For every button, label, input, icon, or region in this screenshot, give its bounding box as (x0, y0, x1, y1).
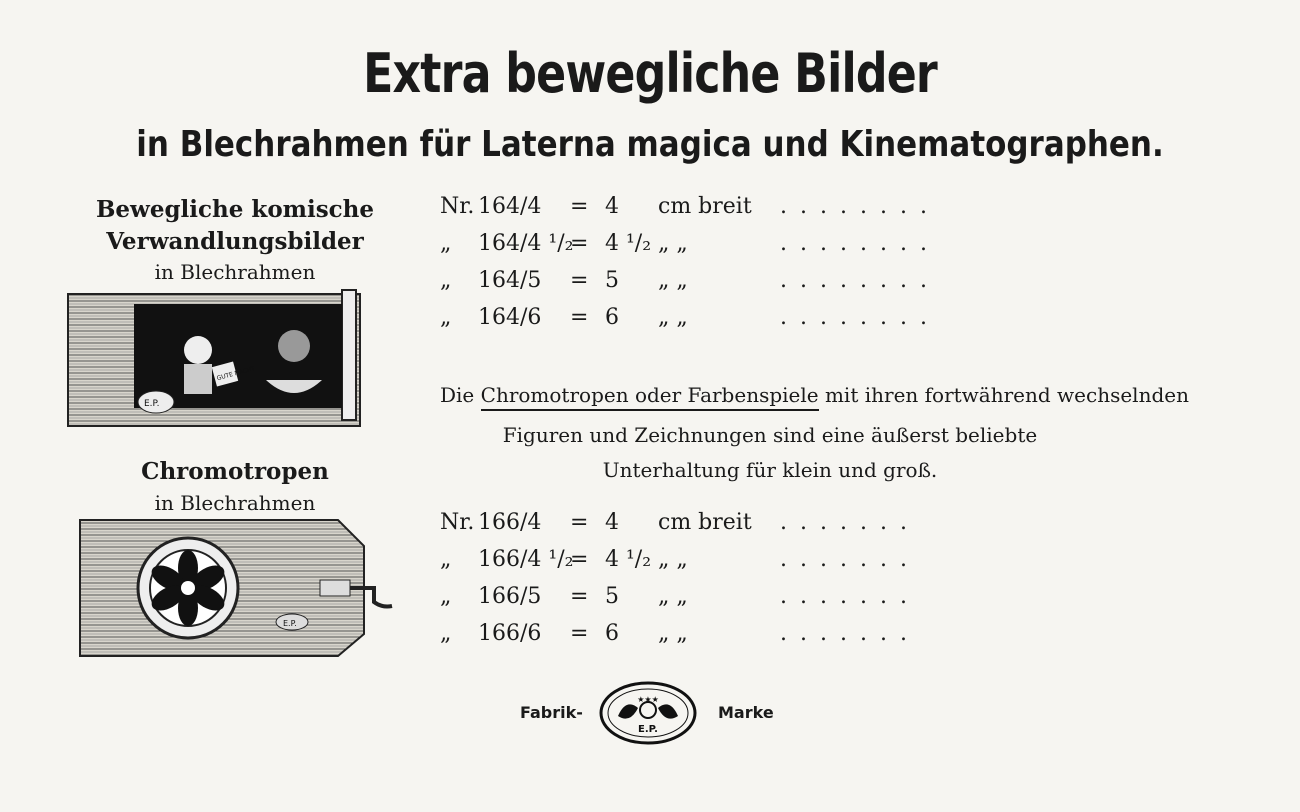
price-row-prefix: Nr. (440, 194, 475, 219)
chromotrope-logo-text: E.P. (283, 619, 297, 628)
price-row-size: 4 (605, 194, 619, 219)
price-row-number: 166/5 (478, 584, 542, 609)
price-row-prefix: „ (440, 584, 452, 609)
price-list-166 (440, 510, 1020, 660)
section2-label-line2: in Blechrahmen (154, 491, 316, 515)
price-row-dots: ....... (780, 584, 920, 609)
price-row-unit: „ „ (658, 268, 688, 293)
slide-logo-text: E.P. (144, 399, 160, 409)
price-row-unit: „ „ (658, 547, 688, 572)
price-row-size: 5 (605, 584, 619, 609)
price-row-eq: = (570, 547, 589, 572)
moving-slide-illustration (66, 288, 372, 430)
price-row-size: 6 (605, 305, 619, 330)
price-row-unit: „ „ (658, 305, 688, 330)
trademark-logo-text: E.P. (638, 724, 658, 735)
price-row-size: 4 (605, 510, 619, 535)
price-row-dots: ....... (780, 621, 920, 646)
price-row-size: 4 ¹/₂ (605, 231, 652, 256)
price-row-dots: ........ (780, 231, 940, 256)
price-row-size: 6 (605, 621, 619, 646)
price-row (440, 584, 1020, 620)
price-row-eq: = (570, 268, 589, 293)
price-row-eq: = (570, 305, 589, 330)
price-row-unit: cm breit (658, 510, 752, 535)
trademark-left-text: Fabrik- (520, 703, 583, 722)
price-row-unit: „ „ (658, 621, 688, 646)
price-list-164 (440, 194, 1020, 344)
price-row-prefix: Nr. (440, 510, 475, 535)
price-row-dots: ....... (780, 547, 920, 572)
description-post: mit ihren fortwährend wechselnden (824, 383, 1189, 407)
trademark-right-text: Marke (718, 703, 774, 722)
price-row (440, 621, 1020, 657)
price-row-dots: ........ (780, 268, 940, 293)
price-row (440, 194, 1020, 230)
price-row-size: 4 ¹/₂ (605, 547, 652, 572)
price-row (440, 268, 1020, 304)
price-row-dots: ....... (780, 510, 920, 535)
price-row (440, 547, 1020, 583)
price-row-prefix: „ (440, 268, 452, 293)
price-row-unit: „ „ (658, 584, 688, 609)
price-row-number: 164/4 (478, 194, 542, 219)
section1-label-line3: in Blechrahmen (154, 260, 316, 284)
description-pre: Die (440, 383, 475, 407)
section1-label-line2: Verwandlungsbilder (106, 228, 364, 255)
price-row-dots: ........ (780, 194, 940, 219)
price-row-eq: = (570, 621, 589, 646)
trademark-logo (598, 680, 698, 746)
page-subtitle: in Blechrahmen für Laterna magica und Kinematographen. (136, 124, 1164, 165)
description-highlight: Chromotropen oder Farbenspiele (481, 383, 819, 411)
price-row-size: 5 (605, 268, 619, 293)
description-line3: Unterhaltung für klein und groß. (602, 458, 938, 482)
price-row-number: 164/5 (478, 268, 542, 293)
description-line2: Figuren und Zeichnungen sind eine äußerst beliebte (502, 423, 1038, 447)
price-row-prefix: „ (440, 305, 452, 330)
price-row (440, 231, 1020, 267)
price-row-eq: = (570, 510, 589, 535)
price-row-eq: = (570, 231, 589, 256)
price-row-prefix: „ (440, 621, 452, 646)
price-row (440, 305, 1020, 341)
price-row-unit: „ „ (658, 231, 688, 256)
price-row-number: 166/4 (478, 510, 542, 535)
description-line1 (440, 383, 1240, 407)
price-row-number: 166/6 (478, 621, 542, 646)
chromotrope-illustration (76, 516, 402, 662)
price-row (440, 510, 1020, 546)
slide-sign-text: GUTE NACHT (216, 365, 256, 383)
price-row-eq: = (570, 194, 589, 219)
price-row-number: 164/6 (478, 305, 542, 330)
price-row-eq: = (570, 584, 589, 609)
price-row-prefix: „ (440, 231, 452, 256)
price-row-prefix: „ (440, 547, 452, 572)
svg-text:★★★: ★★★ (637, 695, 659, 704)
page-title: Extra bewegliche Bilder (363, 42, 937, 105)
price-row-number: 164/4 ¹/₂ (478, 231, 574, 256)
price-row-dots: ........ (780, 305, 940, 330)
price-row-number: 166/4 ¹/₂ (478, 547, 574, 572)
section1-label-line1: Bewegliche komische (95, 196, 375, 223)
section2-label-line1: Chromotropen (141, 458, 329, 485)
price-row-unit: cm breit (658, 194, 752, 219)
